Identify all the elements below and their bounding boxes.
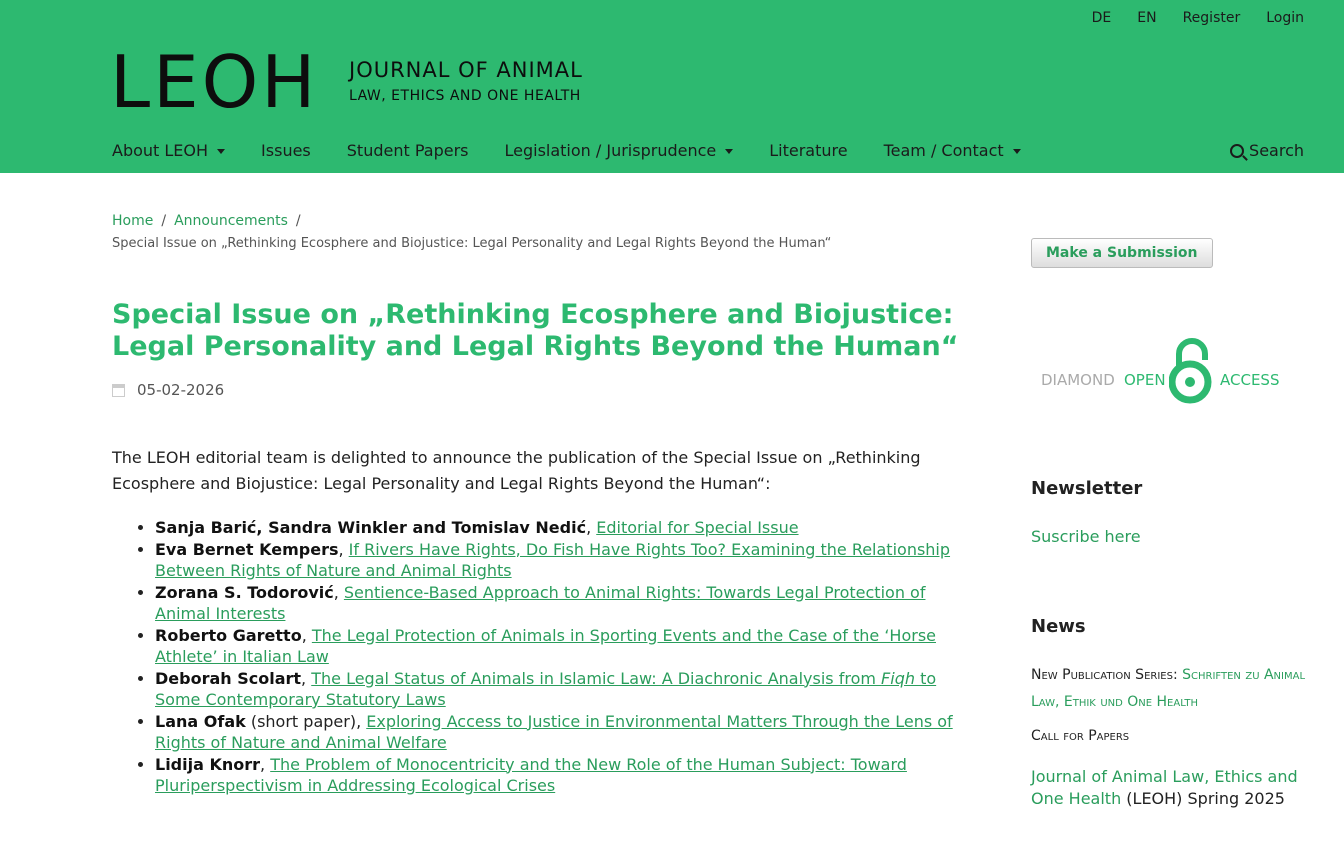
list-item: • Deborah Scolart, The Legal Status of Animals in Islamic Law: A Diachronic Analysis from Fiqh to Some Contemporary Statutory Laws bbox=[155, 668, 972, 711]
caret-down-icon bbox=[1013, 149, 1021, 154]
paper-authors: Sanja Barić, Sandra Winkler and Tomislav Nedić bbox=[155, 518, 587, 537]
page-title: Special Issue on „Rethinking Ecosphere and Biojustice: Legal Personality and Legal Rights Beyond the Human“ bbox=[112, 299, 959, 362]
paper-link-em: Fiqh bbox=[881, 668, 915, 688]
user-nav bbox=[1092, 10, 1304, 26]
register-link[interactable]: Register bbox=[1182, 10, 1241, 26]
main-content bbox=[112, 210, 972, 797]
list-item: • Lidija Knorr, The Problem of Monocentricity and the New Role of the Human Subject: Toward Pluriperspectivism in Addressing Ecological Crises bbox=[155, 754, 972, 797]
paper-list bbox=[112, 517, 972, 797]
news-suffix: (LEOH) Spring 2025 bbox=[1121, 789, 1285, 808]
paper-note: (short paper) bbox=[245, 711, 357, 731]
search-label: Search bbox=[1249, 141, 1304, 160]
logo-mark[interactable]: LEOH bbox=[110, 40, 319, 124]
oa-access-text: ACCESS bbox=[1220, 371, 1280, 389]
nav-literature[interactable] bbox=[769, 141, 847, 160]
nav-about-label: About LEOH bbox=[112, 141, 209, 160]
list-item: • Lana Ofak (short paper), Exploring Access to Justice in Environmental Matters Through the Lens of Rights of Nature and Animal Welfare bbox=[155, 711, 972, 754]
nav-legislation-label: Legislation / Jurisprudence bbox=[504, 141, 717, 160]
lang-de-link[interactable]: DE bbox=[1091, 10, 1112, 26]
open-lock-icon bbox=[1169, 336, 1217, 406]
nav-team-contact[interactable] bbox=[884, 141, 1021, 160]
paper-authors: Eva Bernet Kempers bbox=[155, 539, 339, 559]
paper-link-post: to Some Contemporary Statutory Laws bbox=[155, 668, 937, 709]
make-submission-button[interactable]: Make a Submission bbox=[1031, 238, 1213, 268]
paper-authors: Roberto Garetto bbox=[155, 625, 302, 645]
news-item-call-for-papers[interactable]: Call for Papers bbox=[1031, 728, 1130, 744]
intro-text: The LEOH editorial team is delighted to announce the publication of the Special Issue on „Rethinking Ecosphere and Biojustice: Legal Personality and Legal Rights Beyond the Human“: bbox=[112, 448, 921, 493]
date-text: 05-02-2026 bbox=[137, 381, 225, 399]
nav-student-papers[interactable] bbox=[347, 141, 469, 160]
nav-issues-label: Issues bbox=[261, 141, 311, 160]
news-heading: News bbox=[1031, 616, 1086, 637]
logo-text[interactable] bbox=[349, 58, 583, 104]
paper-link[interactable]: Editorial for Special Issue bbox=[596, 518, 799, 537]
breadcrumb-home[interactable]: Home bbox=[112, 213, 154, 229]
sidebar bbox=[1031, 238, 1311, 810]
paper-link[interactable]: Exploring Access to Justice in Environmental Matters Through the Lens of Rights of Nature and Animal Welfare bbox=[155, 711, 953, 752]
newsletter-heading: Newsletter bbox=[1031, 478, 1143, 499]
nav-team-contact-label: Team / Contact bbox=[883, 141, 1004, 160]
list-item: • Roberto Garetto, The Legal Protection of Animals in Sporting Events and the Case of the ‘Horse Athlete’ in Italian Law bbox=[155, 625, 972, 668]
paper-link[interactable]: Sentience-Based Approach to Animal Rights: Towards Legal Protection of Animal Interests bbox=[155, 582, 926, 623]
logo-line-1: JOURNAL OF ANIMAL bbox=[349, 58, 583, 82]
list-item: • Sanja Barić, Sandra Winkler and Tomislav Nedić, Editorial for Special Issue bbox=[155, 517, 972, 539]
diamond-open-access-badge[interactable] bbox=[1031, 336, 1311, 406]
search-button[interactable] bbox=[1230, 141, 1304, 160]
publish-date bbox=[112, 381, 972, 399]
news-link[interactable]: Schriften zu Animal Law, Ethik und One Health bbox=[1031, 667, 1306, 710]
paper-link[interactable]: The Legal Protection of Animals in Sporting Events and the Case of the ‘Horse Athlete’ in Italian Law bbox=[155, 625, 936, 666]
breadcrumb-separator: / bbox=[295, 213, 301, 229]
caret-down-icon bbox=[217, 149, 225, 154]
breadcrumb bbox=[112, 210, 972, 255]
nav-issues[interactable] bbox=[261, 141, 311, 160]
newsletter-link[interactable]: Suscribe here bbox=[1031, 527, 1141, 546]
paper-link[interactable]: The Problem of Monocentricity and the New Role of the Human Subject: Toward Pluriperspectivism in Addressing Ecological Crises bbox=[155, 754, 907, 795]
news-link[interactable]: Journal of Animal Law, Ethics and One Health bbox=[1031, 767, 1298, 808]
paper-link[interactable]: If Rivers Have Rights, Do Fish Have Rights Too? Examining the Relationship Between Rights of Nature and Animal Rights bbox=[155, 539, 951, 580]
search-icon bbox=[1230, 144, 1244, 158]
news-item bbox=[1031, 662, 1311, 716]
paper-authors: Lidija Knorr bbox=[155, 754, 261, 774]
breadcrumb-separator: / bbox=[161, 213, 167, 229]
news-item bbox=[1031, 766, 1311, 810]
nav-about[interactable] bbox=[112, 141, 225, 160]
breadcrumb-announcements[interactable]: Announcements bbox=[174, 213, 288, 229]
list-item: • Eva Bernet Kempers, If Rivers Have Rights, Do Fish Have Rights Too? Examining the Relationship Between Rights of Nature and Animal Rights bbox=[155, 539, 972, 582]
paper-authors: Zorana S. Todorović bbox=[155, 582, 334, 602]
paper-authors: Lana Ofak bbox=[155, 711, 246, 731]
news-prefix: New Publication Series: bbox=[1031, 667, 1183, 683]
breadcrumb-current: Special Issue on „Rethinking Ecosphere and Biojustice: Legal Personality and Legal Rights Beyond the Human“ bbox=[112, 236, 832, 251]
nav-student-papers-label: Student Papers bbox=[346, 141, 469, 160]
list-item: • Zorana S. Todorović, Sentience-Based Approach to Animal Rights: Towards Legal Protection of Animal Interests bbox=[155, 582, 972, 625]
primary-nav bbox=[112, 141, 1057, 160]
nav-legislation[interactable] bbox=[504, 141, 733, 160]
login-link[interactable]: Login bbox=[1266, 10, 1304, 26]
calendar-icon bbox=[112, 384, 125, 397]
paper-link-pre: The Legal Status of Animals in Islamic Law: A Diachronic Analysis from bbox=[311, 668, 882, 688]
lang-en-link[interactable]: EN bbox=[1137, 10, 1157, 26]
site-header bbox=[0, 0, 1344, 173]
paper-authors: Deborah Scolart bbox=[155, 668, 302, 688]
caret-down-icon bbox=[725, 149, 733, 154]
nav-literature-label: Literature bbox=[769, 141, 848, 160]
oa-diamond-text: DIAMOND bbox=[1041, 371, 1115, 389]
logo-line-2: LAW, ETHICS AND ONE HEALTH bbox=[349, 88, 581, 104]
oa-open-text: OPEN bbox=[1124, 371, 1166, 389]
